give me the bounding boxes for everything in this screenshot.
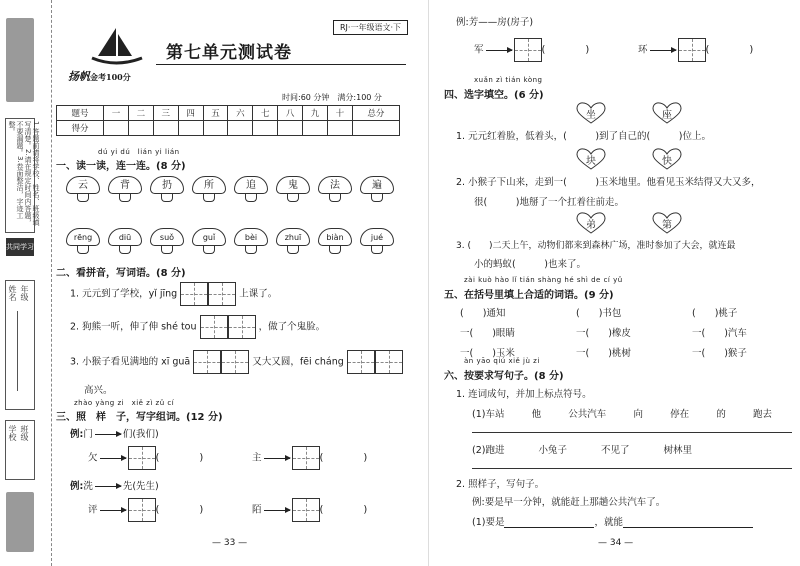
score-cell: 九 <box>303 106 328 121</box>
blank[interactable] <box>650 131 679 142</box>
right-page <box>438 0 800 566</box>
section6-q2: 2. 照样子，写句子。 <box>456 479 545 490</box>
q-text: (1)要是 <box>472 517 505 528</box>
mushroom-text: jué <box>360 228 394 246</box>
score-input-cell[interactable] <box>128 121 153 136</box>
heart-char: 第 <box>662 220 672 231</box>
mushroom-pinyin[interactable] <box>150 228 184 254</box>
mushroom-char[interactable] <box>66 176 100 202</box>
section3-title: 三、照 样 子，写字组词。(12 分) <box>56 412 223 423</box>
gray-block-bottom <box>6 492 34 552</box>
q-text: 很( <box>474 197 488 208</box>
word-chip: 停在 <box>670 409 690 420</box>
mushroom-text: rēng <box>66 228 100 246</box>
mushroom-char[interactable] <box>192 176 226 202</box>
section6-title: 六、按要求写句子。(8 分) <box>444 371 564 382</box>
section1-title: 一、读一读，连一连。(8 分) <box>56 161 186 172</box>
item-char: 环 <box>638 44 648 56</box>
field-name-label: 姓名 <box>8 285 17 301</box>
tianzige-box[interactable] <box>128 498 156 522</box>
section3-example2 <box>70 478 159 492</box>
mushroom-stem <box>119 245 131 254</box>
section5-pinyin: zài kuò hào lǐ tián shàng hé shì de cí yǔ <box>464 276 623 284</box>
score-value-row <box>57 121 400 136</box>
score-cell: 七 <box>253 106 278 121</box>
field-grade-label: 年级 <box>20 285 29 301</box>
right-top-item <box>638 38 753 62</box>
mushroom-stem <box>371 245 383 254</box>
score-input-cell[interactable] <box>178 121 203 136</box>
score-cell: 一 <box>104 106 129 121</box>
notice-box <box>5 118 40 233</box>
q-text: )到了自己的( <box>595 131 651 142</box>
mushroom-char[interactable] <box>360 176 394 202</box>
word-chip: 树林里 <box>663 445 692 456</box>
section6-q2-1 <box>472 514 753 528</box>
score-input-cell[interactable] <box>203 121 228 136</box>
q-text: 又大又圆，fēi cháng <box>252 356 344 368</box>
mushroom-text: 法 <box>318 176 352 194</box>
mushroom-char[interactable] <box>150 176 184 202</box>
arrow-icon <box>264 458 290 459</box>
section5-cell[interactable]: ( )书包 <box>576 308 622 319</box>
field-line <box>17 311 18 391</box>
title-rule <box>156 64 406 65</box>
mushroom-text: 所 <box>192 176 226 194</box>
arrow-icon <box>95 434 121 435</box>
score-row-label: 得分 <box>57 121 104 136</box>
mushroom-pinyin[interactable] <box>192 228 226 254</box>
mushroom-char[interactable] <box>276 176 310 202</box>
arrow-icon <box>100 458 126 459</box>
section4-q3-line1 <box>456 238 736 251</box>
answer-line[interactable] <box>472 432 792 433</box>
score-header-row <box>57 106 400 121</box>
section3-item <box>88 446 203 470</box>
mushroom-text: 云 <box>66 176 100 194</box>
score-cell: 六 <box>228 106 253 121</box>
score-input-cell[interactable] <box>253 121 278 136</box>
mushroom-stem <box>287 193 299 202</box>
section5-title: 五、在括号里填上合适的词语。(9 分) <box>444 290 614 301</box>
arrow-icon <box>650 50 676 51</box>
word-chip: 公共汽车 <box>568 409 607 420</box>
right-top-item <box>474 38 589 62</box>
mushroom-text: 背 <box>108 176 142 194</box>
answer-line[interactable] <box>472 468 792 469</box>
binding-strip <box>0 0 52 566</box>
tianzige-box[interactable] <box>228 315 256 339</box>
score-input-cell[interactable] <box>104 121 129 136</box>
section6-q1: 1. 连词成句，并加上标点符号。 <box>456 389 592 400</box>
answer-line[interactable] <box>623 527 753 528</box>
section1-pinyin: dú yi dú lián yi lián <box>98 148 180 156</box>
example-label: 例: <box>70 429 84 440</box>
item-char: 欠 <box>88 452 98 464</box>
word-chip: 小兔子 <box>538 445 567 456</box>
word-chip: (1)车站 <box>472 409 505 420</box>
tianzige-box[interactable] <box>292 498 320 522</box>
field-class-label: 班级 <box>20 425 29 441</box>
score-cell: 四 <box>178 106 203 121</box>
section5-cell[interactable]: 一( )眼睛 <box>460 328 515 339</box>
blank[interactable] <box>487 197 516 208</box>
score-input-cell[interactable] <box>228 121 253 136</box>
left-page <box>52 0 418 566</box>
brand-name: 扬帆 <box>68 70 90 83</box>
mushroom-char[interactable] <box>318 176 352 202</box>
section5-cell[interactable]: 一( )玉米 <box>460 348 515 359</box>
page-number-right: — 34 — <box>598 538 634 548</box>
section5-cell[interactable]: ( )通知 <box>460 308 506 319</box>
answer-paren[interactable]: ( ) <box>705 44 754 56</box>
mushroom-pinyin[interactable] <box>360 228 394 254</box>
answer-paren[interactable]: ( ) <box>319 504 368 516</box>
word-chip: 跑去 <box>752 409 772 420</box>
notice-text: 1.答题前请将学校、姓名、班级填写清楚。2.请在规定时间内答题，不要漏题。3.卷面整洁，字迹工整。 <box>8 121 40 226</box>
item-char: 军 <box>474 44 484 56</box>
heart-choice[interactable] <box>650 212 684 234</box>
section5-cell[interactable]: 一( )猴子 <box>692 348 747 359</box>
section4-title: 四、选字填空。(6 分) <box>444 90 544 101</box>
brand-sub: 金考100分 <box>90 72 131 82</box>
example-result: 们(我们) <box>122 429 159 440</box>
section5-cell[interactable]: 一( )汽车 <box>692 328 747 339</box>
word-chip: (2)跑进 <box>472 445 505 456</box>
tianzige-box[interactable] <box>208 282 236 306</box>
item-char: 陌 <box>252 504 262 516</box>
answer-paren[interactable]: ( ) <box>155 504 204 516</box>
q-text: ，做了个鬼脸。 <box>258 321 326 333</box>
mushroom-pinyin[interactable] <box>318 228 352 254</box>
score-input-cell[interactable] <box>327 121 352 136</box>
mushroom-pinyin[interactable] <box>108 228 142 254</box>
mushroom-stem <box>329 193 341 202</box>
q-text: )地掰了一个扛着往前走。 <box>515 197 624 208</box>
example-char: 洗 <box>83 481 93 492</box>
arrow-icon <box>100 510 126 511</box>
time-info: 时间:60 分钟 满分:100 分 <box>282 93 382 102</box>
example-label: 例: <box>70 481 84 492</box>
section2-q3 <box>70 350 403 374</box>
section5-cell[interactable]: 一( )桃树 <box>576 348 631 359</box>
tianzige-box[interactable] <box>200 315 228 339</box>
score-cell: 八 <box>278 106 303 121</box>
mushroom-char[interactable] <box>234 176 268 202</box>
tianzige-box[interactable] <box>678 38 706 62</box>
heart-char: 座 <box>662 110 672 121</box>
heart-choice[interactable] <box>574 102 608 124</box>
section6-q2-example: 例:要是早一分钟，就能赶上那趟公共汽车了。 <box>472 497 666 508</box>
heart-char: 弟 <box>586 220 596 231</box>
mushroom-stem <box>161 245 173 254</box>
score-input-cell[interactable] <box>352 121 399 136</box>
heart-choice[interactable] <box>650 102 684 124</box>
student-info-box <box>5 280 35 410</box>
blank[interactable] <box>516 259 545 270</box>
page-title: 第七单元测试卷 <box>166 43 292 63</box>
q-text: 上课了。 <box>239 288 278 300</box>
score-cell: 三 <box>153 106 178 121</box>
mushroom-stem <box>119 193 131 202</box>
section3-example1 <box>70 426 159 440</box>
section2-title: 二、看拼音，写词语。(8 分) <box>56 268 186 279</box>
mushroom-pinyin[interactable] <box>276 228 310 254</box>
answer-paren[interactable]: ( ) <box>319 452 368 464</box>
mushroom-pinyin[interactable] <box>234 228 268 254</box>
grade-badge: RJ·一年级语文·下 <box>333 20 408 35</box>
mushroom-text: 扔 <box>150 176 184 194</box>
section3-pinyin: zhào yàng zi xiě zì zǔ cí <box>74 399 175 407</box>
gray-block-top <box>6 18 34 102</box>
mushroom-stem <box>161 193 173 202</box>
mushroom-char[interactable] <box>108 176 142 202</box>
section3-item <box>88 498 203 522</box>
blank[interactable] <box>471 241 489 251</box>
heart-char: 快 <box>662 156 672 167</box>
brand <box>68 68 131 84</box>
section6-q2-words <box>472 442 692 456</box>
right-top-example: 例:芳——房(房子) <box>456 17 534 28</box>
score-cell: 题号 <box>57 106 104 121</box>
score-cell: 二 <box>128 106 153 121</box>
score-cell: 总分 <box>352 106 399 121</box>
q-text: 2. 小猴子下山来，走到一( <box>456 177 567 188</box>
section2-q1 <box>70 282 277 306</box>
section4-q1 <box>456 128 711 142</box>
answer-line[interactable] <box>504 527 594 528</box>
blank[interactable] <box>567 177 596 188</box>
blank[interactable] <box>567 131 596 142</box>
score-cell: 五 <box>203 106 228 121</box>
tianzige-box[interactable] <box>128 446 156 470</box>
heart-char: 坐 <box>586 110 596 121</box>
mushroom-stem <box>77 193 89 202</box>
q-text: )二天上午，动物们都来到森林广场，准时参加了大会，就连最 <box>488 241 736 251</box>
example-result: 先(先生) <box>122 481 159 492</box>
mushroom-stem <box>287 245 299 254</box>
mushroom-text: 追 <box>234 176 268 194</box>
q-text: 1. 元元红着脸，低着头，( <box>456 131 567 142</box>
q-text: 2. 狗熊一听，伸了伸 shé tou <box>70 321 197 333</box>
q-text: )玉米地里。他看见玉米结得又大又多， <box>595 177 761 188</box>
tianzige-box[interactable] <box>292 446 320 470</box>
section2-q2 <box>70 315 325 339</box>
heart-choice[interactable] <box>650 148 684 170</box>
word-chip: 不见了 <box>600 445 630 456</box>
page-divider <box>428 0 429 566</box>
q-text: 小的蚂蚁( <box>474 259 516 270</box>
mushroom-text: diū <box>108 228 142 246</box>
mushroom-text: guǐ <box>192 228 226 246</box>
score-cell: 十 <box>327 106 352 121</box>
tianzige-box[interactable] <box>514 38 542 62</box>
mushroom-stem <box>203 193 215 202</box>
section6-pinyin: àn yāo qiú xiě jù zi <box>464 357 540 365</box>
q-text: ，就能 <box>594 517 623 528</box>
q-text: 3. ( <box>456 241 471 251</box>
section5-cell[interactable]: 一( )橡皮 <box>576 328 631 339</box>
section2-q3-end: 高兴。 <box>84 385 113 396</box>
school-info-box <box>5 420 35 480</box>
mushroom-text: suǒ <box>150 228 184 246</box>
mushroom-stem <box>371 193 383 202</box>
mushroom-text: bèi <box>234 228 268 246</box>
q-text: )位上。 <box>678 131 711 142</box>
tianzige-box[interactable] <box>347 350 375 374</box>
q-text: )也来了。 <box>544 259 586 270</box>
word-chip: 向 <box>633 409 643 420</box>
q-text: 1. 元元到了学校，yǐ jīng <box>70 288 178 300</box>
section3-item <box>252 498 367 522</box>
score-input-cell[interactable] <box>278 121 303 136</box>
section6-q1-words <box>472 406 772 420</box>
section5-cell[interactable]: ( )桃子 <box>692 308 738 319</box>
tianzige-box[interactable] <box>180 282 208 306</box>
score-table <box>56 105 400 136</box>
answer-paren[interactable]: ( ) <box>541 44 590 56</box>
mushroom-text: 鬼 <box>276 176 310 194</box>
heart-choice[interactable] <box>574 212 608 234</box>
arrow-icon <box>486 50 512 51</box>
answer-paren[interactable]: ( ) <box>155 452 204 464</box>
example-char: 门 <box>83 429 93 440</box>
binding-tag: 共同学习 <box>6 238 34 256</box>
score-input-cell[interactable] <box>153 121 178 136</box>
item-char: 主 <box>252 452 262 464</box>
tianzige-box[interactable] <box>221 350 249 374</box>
page-number-left: — 33 — <box>212 538 248 548</box>
mushroom-stem <box>203 245 215 254</box>
word-chip: 的 <box>716 409 726 420</box>
q-text: 3. 小猴子看见满地的 xī guā <box>70 356 191 368</box>
score-input-cell[interactable] <box>303 121 328 136</box>
header <box>56 20 414 83</box>
mushroom-text: zhuī <box>276 228 310 246</box>
mushroom-stem <box>329 245 341 254</box>
heart-choice[interactable] <box>574 148 608 170</box>
heart-char: 块 <box>586 156 596 167</box>
word-chip: 他 <box>531 409 542 420</box>
section4-q2-line1 <box>456 174 761 188</box>
field-school-label: 学校 <box>8 425 17 441</box>
mushroom-stem <box>245 193 257 202</box>
mushroom-text: biàn <box>318 228 352 246</box>
sailboat-logo-icon <box>86 26 146 66</box>
arrow-icon <box>264 510 290 511</box>
tianzige-box[interactable] <box>375 350 403 374</box>
mushroom-text: 遍 <box>360 176 394 194</box>
section4-pinyin: xuǎn zì tián kòng <box>474 76 543 84</box>
tianzige-box[interactable] <box>193 350 221 374</box>
item-char: 评 <box>88 504 98 516</box>
mushroom-stem <box>245 245 257 254</box>
mushroom-stem <box>77 245 89 254</box>
section4-q2-line2 <box>474 194 624 208</box>
arrow-icon <box>95 486 121 487</box>
section3-item <box>252 446 367 470</box>
mushroom-pinyin[interactable] <box>66 228 100 254</box>
section4-q3-line2 <box>474 256 586 270</box>
